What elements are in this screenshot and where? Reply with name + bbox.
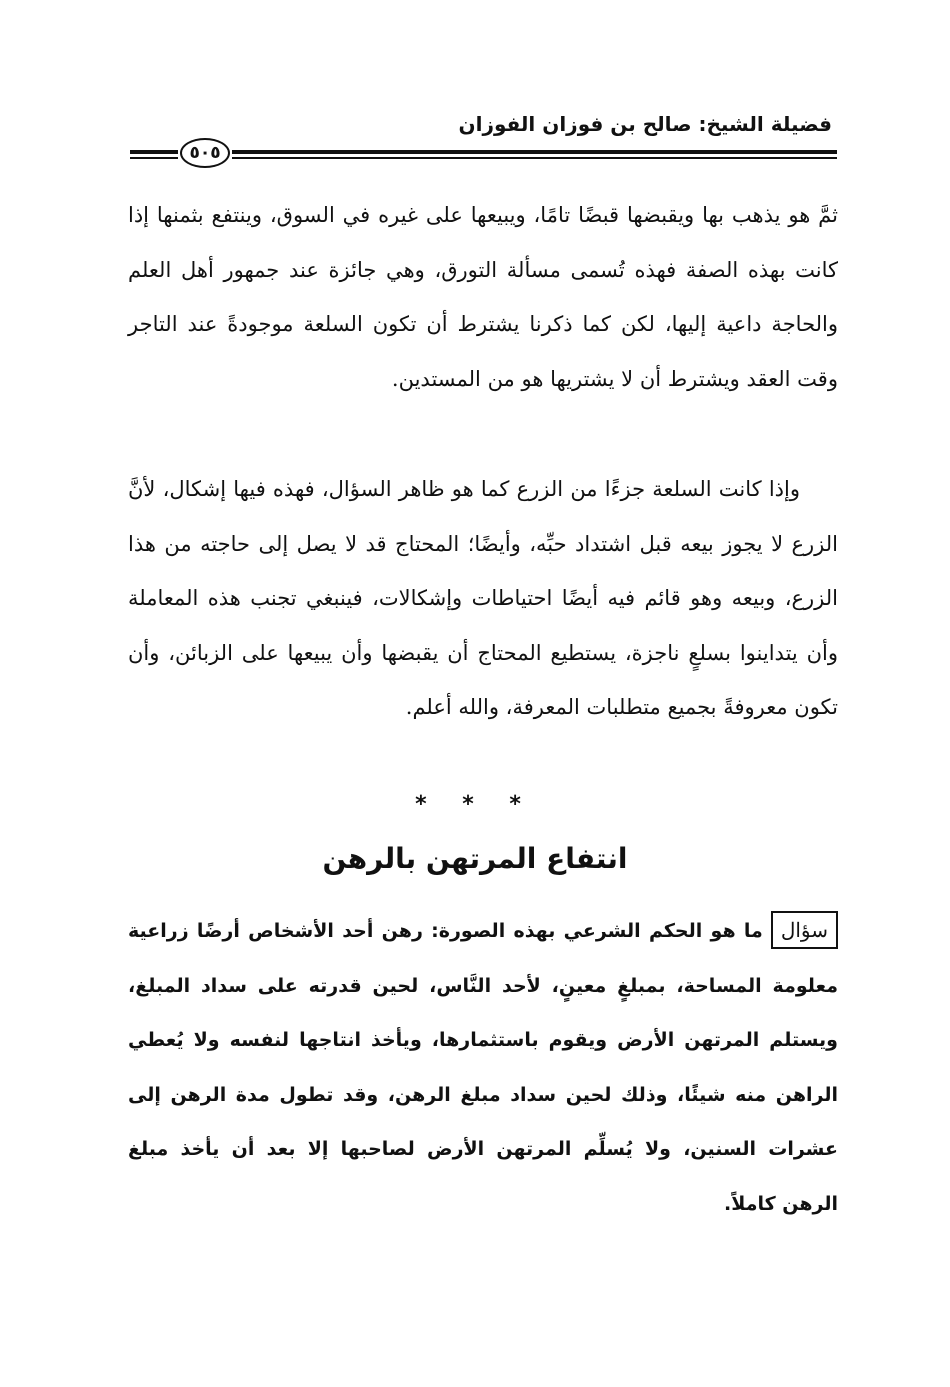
section-title: انتفاع المرتهن بالرهن bbox=[322, 842, 628, 875]
question-text: ما هو الحكم الشرعي بهذه الصورة: رهن أحد الأشخاص أرضًا زراعية معلومة المساحة، بمبلغٍ معينٍ، لأحد النَّاس، لحين قدرته على سداد المبلغ، ويستلم المرتهن الأرض ويقوم باستثمارها، ويأخذ انتاجها لنفسه ولا يُعطي الراهن منه شيئًا، وذلك لحين سداد مبلغ الرهن، وقد تطول مدة الرهن إلى عشرات السنين، ولا يُسلِّم المرتهن الأرض لصاحبها إلا بعد أن يأخذ مبلغ الرهن كاملاً. bbox=[128, 920, 838, 1215]
running-title: فضيلة الشيخ: صالح بن فوزان الفوزان bbox=[458, 112, 832, 136]
question-label: سؤال bbox=[771, 911, 838, 949]
section-separator: * * * bbox=[415, 792, 535, 817]
body-paragraph-2: وإذا كانت السلعة جزءًا من الزرع كما هو ظاهر السؤال، فهذه فيها إشكال، لأنَّ الزرع لا يجوز بيعه قبل اشتداد حبِّه، وأيضًا؛ المحتاج قد لا يصل إلى حاجته من هذا الزرع، وبيعه وهو قائم فيه أيضًا احتياطات وإشكالات، فينبغي تجنب هذه المعاملة وأن يتداينوا بسلعٍ ناجزة، يستطيع المحتاج أن يقبضها وأن يبيعها على الزبائن، وأن تكون معروفةً بجميع متطلبات المعرفة، والله أعلم. bbox=[128, 477, 838, 720]
header-rule-left-thick bbox=[130, 150, 178, 154]
body-paragraph-1: ثمَّ هو يذهب بها ويقبضها قبضًا تامًا، ويبيعها على غيره في السوق، وينتفع بثمنها إذا كانت بهذه الصفة فهذه تُسمى مسألة التورق، وهي جائزة عند جمهور أهل العلم والحاجة داعية إليها، لكن كما ذكرنا يشترط أن تكون السلعة موجودةً عند التاجر وقت العقد ويشترط أن لا يشتريها هو من المستدين. bbox=[128, 203, 838, 391]
header-rule-left-thin bbox=[130, 157, 178, 159]
question-block bbox=[128, 904, 838, 1232]
header-rule-thin bbox=[232, 157, 837, 159]
header-rule-thick bbox=[232, 150, 837, 154]
page-number: ٥٠٥ bbox=[180, 138, 230, 168]
